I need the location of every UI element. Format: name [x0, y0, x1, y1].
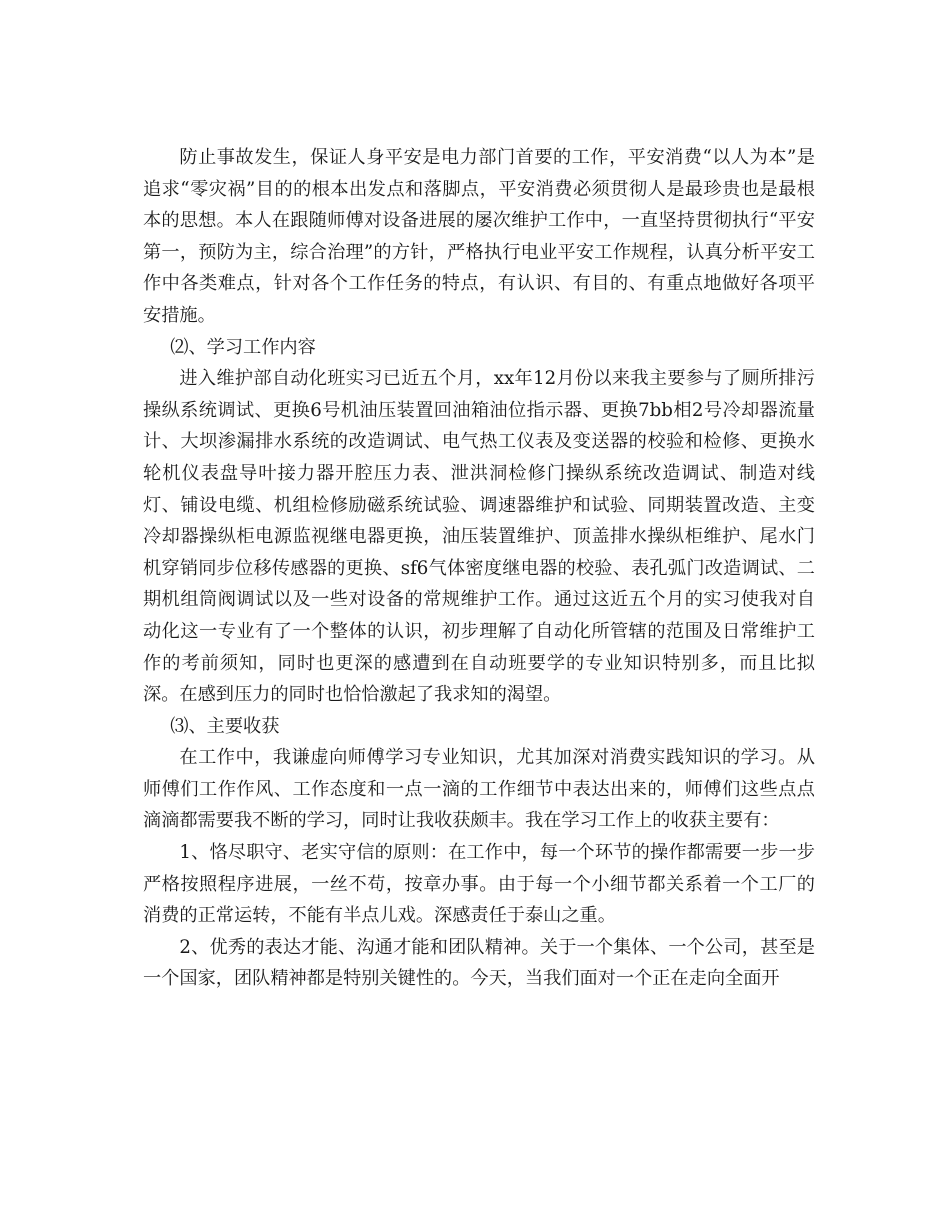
paragraph-gains-intro: 在工作中，我谦虚向师傅学习专业知识，尤其加深对消费实践知识的学习。从师傅们工作作风、工作态度和一点一滴的工作细节中表达出来的，师傅们这些点点滴滴都需要我不断的学习，同时让我收获颇丰。我在学习工作上的收获主要有：: [143, 747, 815, 832]
section-heading-study-work: ⑵、学习工作内容: [170, 336, 316, 358]
document-body: [143, 142, 815, 995]
paragraph-safety: 防止事故发生，保证人身平安是电力部门首要的工作，平安消费“以人为本”是追求“零灾祸”目的的根本出发点和落脚点，平安消费必须贯彻人是最珍贵也是最根本的思想。本人在跟随师傅对设备进展的屡次维护工作中，一直坚持贯彻执行“平安第一，预防为主，综合治理”的方针，严格执行电业平安工作规程，认真分析平安工作中各类难点，针对各个工作任务的特点，有认识、有目的、有重点地做好各项平安措施。: [143, 147, 815, 326]
paragraph-gain-1: 1、恪尽职守、老实守信的原则：在工作中，每一个环节的操作都需要一步一步严格按照程序进展，一丝不苟，按章办事。由于每一个小细节都关系着一个工厂的消费的正常运转，不能有半点儿戏。深感责任于泰山之重。: [143, 842, 815, 927]
section-heading-main-gains: ⑶、主要收获: [170, 715, 280, 737]
paragraph-gain-2: 2、优秀的表达才能、沟通才能和团队精神。关于一个集体、一个公司，甚至是一个国家，团队精神都是特别关键性的。今天，当我们面对一个正在走向全面开: [143, 936, 815, 990]
paragraph-work-content: 进入维护部自动化班实习已近五个月，xx年12月份以来我主要参与了厕所排污操纵系统调试、更换6号机油压装置回油箱油位指示器、更换7bb相2号冷却器流量计、大坝渗漏排水系统的改造调试、电气热工仪表及变送器的校验和检修、更换水轮机仪表盘导叶接力器开腔压力表、泄洪洞检修门操纵系统改造调试、制造对线灯、铺设电缆、机组检修励磁系统试验、调速器维护和试验、同期装置改造、主变冷却器操纵柜电源监视继电器更换，油压装置维护、顶盖排水操纵柜维护、尾水门机穿销同步位移传感器的更换、sf6气体密度继电器的校验、表孔弧门改造调试、二期机组筒阀调试以及一些对设备的常规维护工作。通过这近五个月的实习使我对自动化这一专业有了一个整体的认识，初步理解了自动化所管辖的范围及日常维护工作的考前须知，同时也更深的感遭到在自动班要学的专业知识特别多，而且比拟深。在感到压力的同时也恰恰激起了我求知的渴望。: [143, 368, 815, 706]
